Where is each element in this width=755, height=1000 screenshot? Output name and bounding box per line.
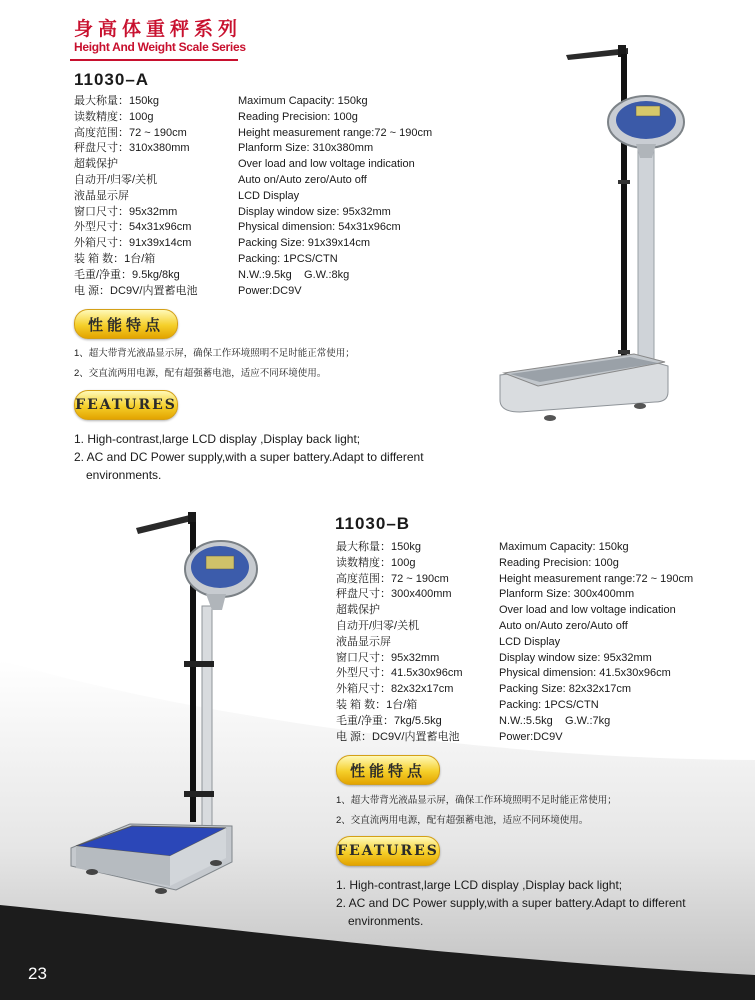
spec-cn-line: 毛重/净重：7kg/5.5kg [336,714,442,727]
spec-cn-line: 读数精度：100g [336,556,416,569]
header-title-cn: 身高体重秤系列 [74,18,243,40]
product-b-model: 11030–B [335,514,411,533]
product-a-image [490,40,680,430]
spec-cn-line: 最大称量：150kg [336,541,421,553]
product-a-badge-en [74,390,178,420]
badge-label: FEATURES [75,397,177,413]
spec-en-line: Physical dimension: 41.5x30x96cm [499,667,671,680]
spec-cn-line: 高度范围：72 ~ 190cm [336,572,449,585]
product-b-image [66,506,246,898]
spec-en-line: Over load and low voltage indication [238,158,415,171]
spec-cn-line: 秤盘尺寸：300x400mm [336,588,452,601]
spec-cn-line: 自动开/归零/关机 [74,173,158,186]
spec-cn-line: 电 源：DC9V/内置蓄电池 [336,730,460,743]
spec-cn-line: 外型尺寸：54x31x96cm [74,221,192,234]
header-underline [70,59,238,61]
spec-cn-line: 秤盘尺寸：310x380mm [74,142,190,155]
header-title-en: Height And Weight Scale Series [74,40,246,54]
product-b-badge-en [336,836,440,866]
spec-cn-line: 自动开/归零/关机 [336,619,420,632]
spec-en-line: Maximum Capacity: 150kg [238,95,368,107]
spec-en-line: Power:DC9V [499,730,563,743]
feature-cn-line: 2、交直流两用电源，配有超强蓄电池，适应不同环境使用。 [336,815,589,826]
spec-cn-line: 液晶显示屏 [336,635,391,648]
spec-en-line: Reading Precision: 100g [499,556,619,569]
product-b-badge-cn [336,755,440,785]
spec-cn-line: 液晶显示屏 [74,189,129,202]
spec-cn-line: 高度范围：72 ~ 190cm [74,126,187,139]
spec-cn-line: 窗口尺寸：95x32mm [74,205,178,218]
feature-en-line: 2. AC and DC Power supply,with a super battery.Adapt to different environments. [74,450,424,482]
spec-en-line: Over load and low voltage indication [499,604,676,617]
spec-en-line: Packing Size: 91x39x14cm [238,237,371,250]
feature-cn-line: 1、超大带背光液晶显示屏，确保工作环境照明不足时能正常使用； [74,348,355,359]
product-a-features-en [74,430,434,484]
spec-en-line: Planform Size: 300x400mm [499,588,635,601]
spec-en-line: LCD Display [499,635,561,648]
spec-en-line: Auto on/Auto zero/Auto off [238,173,367,186]
page-number: 23 [28,964,47,983]
feature-en-line: 1. High-contrast,large LCD display ,Display back light; [336,878,623,892]
spec-cn-line: 超载保护 [336,604,380,617]
spec-en-line: N.W.:5.5kg G.W.:7kg [499,714,611,727]
spec-cn-line: 外箱尺寸：91x39x14cm [74,237,192,250]
spec-en-line: Packing: 1PCS/CTN [499,698,599,711]
spec-cn-line: 超载保护 [74,158,118,171]
spec-en-line: Reading Precision: 100g [238,110,358,123]
product-a-features-cn [74,344,355,384]
spec-en-line: Display window size: 95x32mm [238,205,391,218]
spec-en-line: Physical dimension: 54x31x96cm [238,221,401,234]
spec-en-line: Maximum Capacity: 150kg [499,541,629,553]
spec-en-line: Height measurement range:72 ~ 190cm [499,572,694,585]
spec-en-line: N.W.:9.5kg G.W.:8kg [238,268,350,281]
feature-en-line: 2. AC and DC Power supply,with a super battery.Adapt to different environments. [336,896,686,928]
feature-cn-line: 2、交直流两用电源，配有超强蓄电池，适应不同环境使用。 [74,368,327,379]
product-a-badge-cn [74,309,178,339]
spec-en-line: Height measurement range:72 ~ 190cm [238,126,433,139]
spec-cn-line: 装 箱 数：1台/箱 [336,698,418,711]
spec-en-line: Auto on/Auto zero/Auto off [499,619,628,632]
product-a-model: 11030–A [74,70,150,89]
product-b-features-cn [336,791,617,831]
spec-cn-line: 外箱尺寸：82x32x17cm [336,683,454,696]
spec-cn-line: 装 箱 数：1台/箱 [74,252,156,265]
badge-label: 性能特点 [349,761,426,780]
spec-en-line: Packing: 1PCS/CTN [238,252,338,265]
feature-cn-line: 1、超大带背光液晶显示屏，确保工作环境照明不足时能正常使用； [336,795,617,806]
spec-en-line: Display window size: 95x32mm [499,651,652,664]
product-b-specs-en [499,540,693,745]
spec-cn-line: 最大称量：150kg [74,95,159,107]
product-a-specs-en [238,94,432,299]
feature-en-line: 1. High-contrast,large LCD display ,Display back light; [74,432,361,446]
spec-en-line: Planform Size: 310x380mm [238,142,374,155]
product-b-specs-cn [336,540,463,745]
spec-en-line: LCD Display [238,189,300,202]
spec-en-line: Power:DC9V [238,284,302,297]
badge-label: 性能特点 [87,315,164,334]
spec-cn-line: 电 源：DC9V/内置蓄电池 [74,284,198,297]
spec-cn-line: 窗口尺寸：95x32mm [336,651,440,664]
product-a-specs-cn [74,94,197,299]
badge-label: FEATURES [337,843,439,859]
spec-en-line: Packing Size: 82x32x17cm [499,683,632,696]
spec-cn-line: 读数精度：100g [74,110,154,123]
spec-cn-line: 外型尺寸：41.5x30x96cm [336,667,463,680]
spec-cn-line: 毛重/净重：9.5kg/8kg [74,268,180,281]
product-b-features-en [336,876,696,930]
